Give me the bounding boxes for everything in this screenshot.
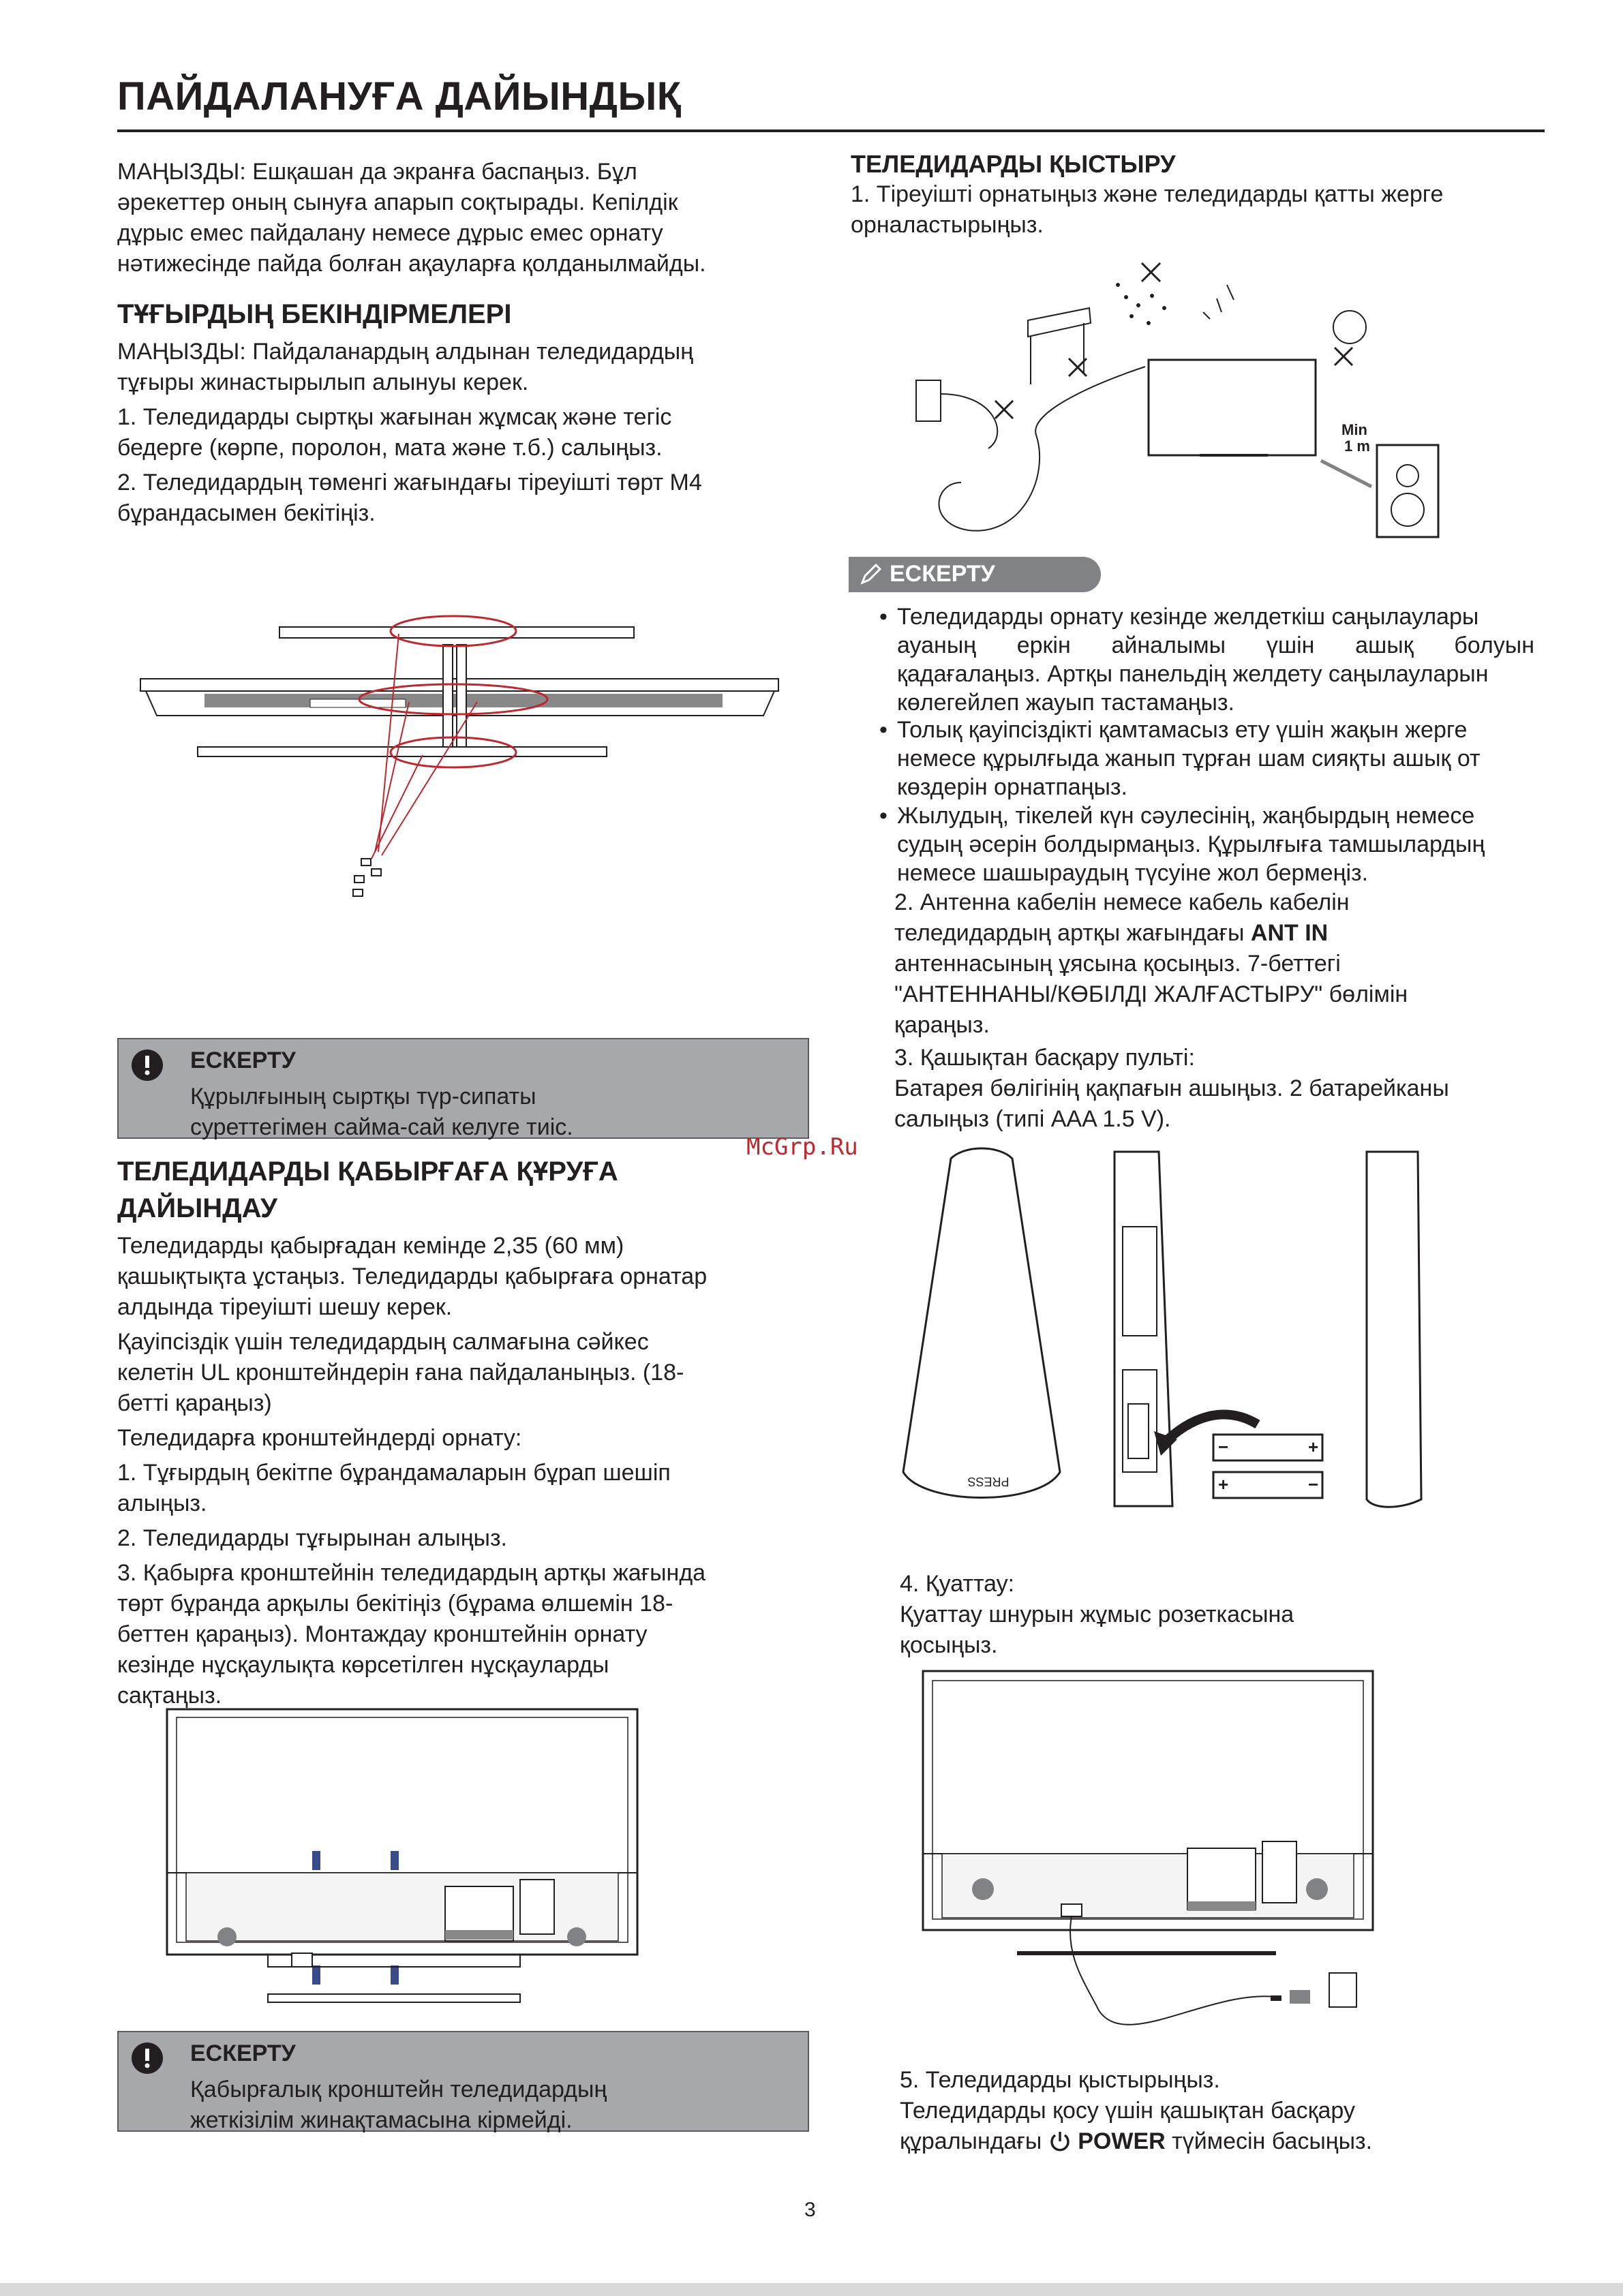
text-line: әрекеттер оның сынуға апарып соқтырады. Кепілдік: [117, 189, 678, 215]
text-line: кезінде нұсқаулықта көрсетілген нұсқауларды: [117, 1652, 609, 1678]
ant-in-label: ANT IN: [1250, 920, 1329, 946]
step2-paragraph: [894, 887, 1408, 1041]
page-number: 3: [804, 2199, 816, 2221]
remote-battery-illustration: [903, 1145, 1448, 1520]
text-line: 1. Тұғырдың бекітпе бұрандамаларын бұрап шешіп: [117, 1460, 671, 1486]
text-line: суреттегімен сайма-сай келуге тиіс.: [190, 1114, 573, 1140]
note-title: ЕСКЕРТУ: [190, 1047, 296, 1073]
text-line: Құрылғының сыртқы түр-сипаты: [190, 1084, 536, 1109]
text-line: 2. Антенна кабелін немесе кабель кабелін: [894, 889, 1350, 915]
pencil-icon: [858, 562, 883, 587]
text-line: алдында тіреуішті шешу керек.: [117, 1294, 453, 1320]
note-appearance: [117, 1038, 809, 1139]
note-bracket: [117, 2031, 809, 2132]
text-line: қараңыз.: [894, 1012, 990, 1038]
text-line: 3. Қабырға кронштейнін теледидардың артқы жағында: [117, 1560, 706, 1586]
min-label: Min: [1341, 421, 1367, 438]
text-line: "АНТЕННАНЫ/КӨБІЛДІ ЖАЛҒАСТЫРУ" бөлімін: [894, 981, 1408, 1007]
bullet-dot: •: [879, 717, 888, 743]
text-line: ауаның еркін айналымы үшін ашық болуын: [897, 632, 1534, 658]
tv-back-wall-mount-illustration: [166, 1708, 643, 2015]
text-line: Теледидарға кронштейндерді орнату:: [117, 1425, 522, 1451]
text-line: нәтижесінде пайда болған ақауларға қолданылмайды.: [117, 251, 706, 277]
heading-line: ТЕЛЕДИДАРДЫ ҚАБЫРҒАҒА ҚҰРУҒА: [117, 1157, 618, 1187]
text-line: 5. Теледидарды қыстырыңыз.: [900, 2067, 1220, 2093]
distance-label: 1 m: [1344, 438, 1370, 455]
step5-paragraph: [900, 2065, 1372, 2157]
text-line: немесе шашыраудың түсуіне жол бермеңіз.: [897, 860, 1369, 886]
text-span: құралындағы: [900, 2128, 1048, 2154]
text-line: 1. Теледидарды сыртқы жағынан жұмсақ және тегіс: [117, 404, 672, 430]
text-line: Теледидарды қабырғадан кемінде 2,35 (60 мм): [117, 1233, 624, 1259]
footer-band: [0, 2283, 1623, 2296]
text-line: орналастырыңыз.: [851, 212, 1044, 238]
text-line: 1. Тіреуішті орнатыңыз және теледидарды қатты жерге: [851, 181, 1444, 207]
connect-heading: ТЕЛЕДИДАРДЫ ҚЫСТЫРУ: [851, 150, 1176, 178]
text-line: алыңыз.: [117, 1490, 207, 1516]
text-line: Толық қауіпсіздікті қамтамасыз ету үшін жақын жерге: [897, 717, 1468, 743]
step3-paragraph: [894, 1043, 1449, 1135]
warning-icon: [131, 1049, 164, 1082]
tv-placement-illustration: [913, 258, 1445, 544]
text-line: қадағалаңыз. Артқы панельдің желдету саңылауларын: [897, 661, 1489, 687]
note-title: ЕСКЕРТУ: [190, 2040, 296, 2066]
text-line: қосыңыз.: [900, 1632, 998, 1658]
important-paragraph: [117, 157, 706, 279]
wall-mount-heading: [117, 1153, 618, 1227]
step4-paragraph: [900, 1569, 1294, 1661]
text-line: 2. Теледидардың төменгі жағындағы тіреуішті төрт М4: [117, 470, 702, 495]
text-line: беттен қараңыз). Монтаждау кронштейнін орнату: [117, 1621, 648, 1647]
text-line: немесе құрылғыда жанып тұрған шам сияқты ашық от: [897, 746, 1481, 771]
text-line: Жылудың, тікелей күн сәулесінің, жаңбырдың немесе: [897, 803, 1475, 829]
caution-pill: [849, 557, 1101, 592]
bullet-dot: •: [879, 604, 888, 630]
text-line: МАҢЫЗДЫ: Пайдаланардың алдынан теледидардың: [117, 339, 694, 365]
text-line: бедерге (көрпе, поролон, мата және т.б.) салыңыз.: [117, 435, 663, 461]
text-line: Теледидарды орнату кезінде желдеткіш саңылаулары: [897, 604, 1479, 630]
text-line: бұрандасымен бекітіңіз.: [117, 500, 376, 526]
caution-bullet-3: [879, 801, 1534, 887]
svg-text:−: −: [1218, 1437, 1229, 1457]
tv-power-connection-illustration: [922, 1670, 1399, 2051]
caution-bullet-2: [879, 716, 1534, 801]
text-line: бетті қараңыз): [117, 1390, 272, 1416]
svg-text:+: +: [1308, 1437, 1319, 1457]
text-line: [894, 918, 1408, 949]
text-line: Қуаттау шнурын жұмыс розеткасына: [900, 1602, 1294, 1627]
connect-paragraph: [851, 179, 1443, 241]
stand-heading: ТҰҒЫРДЫҢ БЕКІНДІРМЕЛЕРІ: [117, 299, 512, 329]
text-line: салыңыз (типі AAA 1.5 V).: [894, 1106, 1171, 1132]
text-line: көздерін орнатпаңыз.: [897, 774, 1127, 800]
text-line: көлегейлеп жауып тастамаңыз.: [897, 690, 1234, 716]
note-body: [190, 1082, 573, 1143]
bullet-dot: •: [879, 803, 888, 829]
svg-text:−: −: [1308, 1474, 1319, 1495]
watermark: McGrp.Ru: [746, 1133, 858, 1161]
press-label: PRESS: [967, 1475, 1010, 1488]
heading-line: ДАЙЫНДАУ: [117, 1193, 277, 1223]
svg-text:+: +: [1218, 1474, 1229, 1495]
note-body: [190, 2075, 607, 2136]
stand-assembly-illustration: [136, 607, 784, 927]
text-line: Теледидарды қосу үшін қашықтан басқару: [900, 2098, 1355, 2124]
text-line: сақтаңыз.: [117, 1683, 222, 1709]
text-line: қашықтықта ұстаңыз. Теледидарды қабырғаға орнатар: [117, 1264, 708, 1289]
warning-icon: [131, 2042, 164, 2075]
text-line: Қауіпсіздік үшін теледидардың салмағына сәйкес: [117, 1329, 649, 1355]
text-span: теледидардың артқы жағындағы: [894, 920, 1251, 946]
text-line: 4. Қуаттау:: [900, 1571, 1015, 1597]
title-rule: [117, 129, 1545, 132]
text-line: жеткізілім жинақтамасына кірмейді.: [190, 2107, 573, 2133]
text-line: [900, 2126, 1372, 2157]
power-label: POWER: [1078, 2128, 1166, 2154]
text-line: төрт бұранда арқылы бекітіңіз (бұрама өлшемін 18-: [117, 1591, 673, 1617]
text-line: тұғыры жинастырылып алынуы керек.: [117, 369, 529, 395]
text-line: Қабырғалық кронштейн теледидардың: [190, 2077, 607, 2102]
text-line: МАҢЫЗДЫ: Ешқашан да экранға баспаңыз. Бұл: [117, 159, 637, 185]
text-line: 3. Қашықтан басқару пульті:: [894, 1045, 1195, 1071]
page-title: ПАЙДАЛАНУҒА ДАЙЫНДЫҚ: [117, 74, 682, 119]
text-line: судың әсерін болдырмаңыз. Құрылғыға тамшылардың: [897, 831, 1485, 857]
stand-paragraph: [117, 337, 702, 529]
text-line: 2. Теледидарды тұғырынан алыңыз.: [117, 1525, 507, 1551]
wall-mount-paragraph: [117, 1231, 707, 1711]
text-line: Батарея бөлігінің қақпағын ашыңыз. 2 батарейканы: [894, 1075, 1449, 1101]
text-line: антеннасының ұясына қосыңыз. 7-беттегі: [894, 951, 1341, 977]
caution-label: ЕСКЕРТУ: [890, 561, 995, 587]
text-span: түймесін басыңыз.: [1165, 2128, 1373, 2154]
text-line: келетін UL кронштейндерін ғана пайдаланыңыз. (18-: [117, 1360, 684, 1386]
power-icon: [1048, 2130, 1072, 2153]
caution-bullet-1: [879, 602, 1534, 717]
text-line: дұрыс емес пайдалану немесе дұрыс емес орнату: [117, 220, 663, 246]
